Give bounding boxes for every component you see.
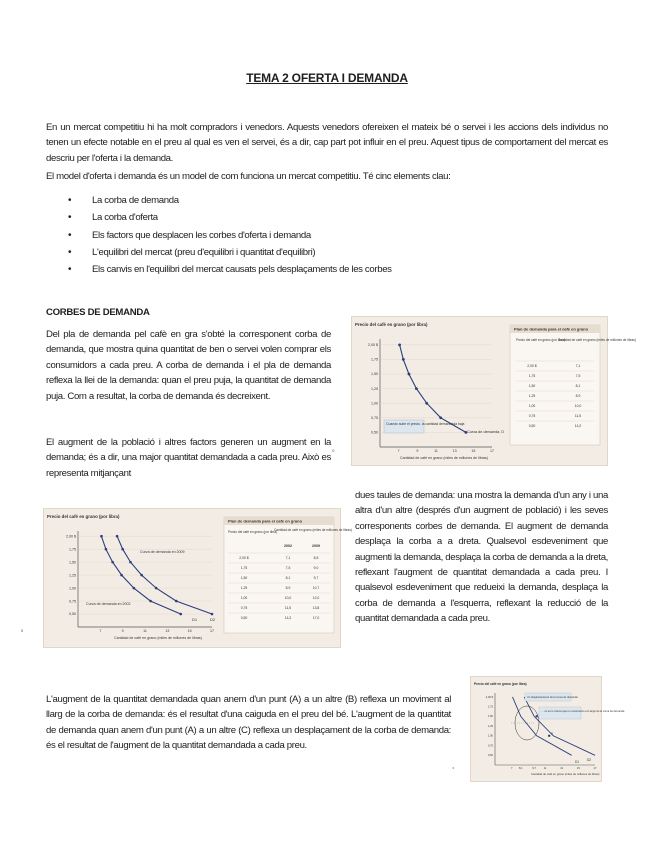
x-tick-label: 9 bbox=[121, 629, 124, 634]
x-tick-label: 17 bbox=[593, 767, 597, 771]
y-tick-label: 0,50 bbox=[371, 430, 378, 435]
figure-demand-schedule bbox=[332, 316, 636, 466]
table-title: Plan de demanda para el café en grano bbox=[228, 518, 303, 524]
curve-d1-label: D1 bbox=[192, 617, 198, 622]
page-title: TEMA 2 OFERTA I DEMANDA bbox=[246, 71, 408, 85]
table-cell: 8,9 bbox=[285, 586, 291, 590]
data-point bbox=[140, 574, 143, 577]
y-tick-label: 0,75 bbox=[371, 416, 378, 421]
data-point bbox=[149, 600, 152, 603]
table-cell: 2,00 $ bbox=[239, 556, 249, 560]
table-cell: 1,00 bbox=[240, 596, 248, 600]
y-tick-label: 1,50 bbox=[487, 715, 493, 719]
table-cell: 0,50 bbox=[240, 616, 248, 620]
demand-paragraph-4: L'augment de la quantitat demandada quan anem d'un punt (A) a un altre (B) reflexa un moviment al llarg de la corba de demanda: és el resultat d'una caiguda en el preu del bé. L'augment de la quantitat de demanda quan anem d'un punt (A) a un altre (C) reflexa un desplaçament de la corba de demanda: és el resultat de l'augment de la quantitat demandada a cada preu. bbox=[46, 694, 451, 752]
demand-paragraph-2: El augment de la població i altres factors generen un augment en la demanda; és a dir, una major quantitat demandada a cada preu. Això es representa mitjançant bbox=[46, 437, 331, 479]
curve-label: Curva de demanda, D bbox=[467, 430, 505, 434]
data-point bbox=[439, 416, 442, 419]
table-cell: 7,5 bbox=[575, 374, 581, 378]
x-tick-label: 11 bbox=[143, 629, 147, 634]
table-cell: 1,50 bbox=[528, 384, 536, 388]
table-cell: 8,5 bbox=[313, 556, 319, 560]
table-cell: 7,5 bbox=[285, 566, 291, 570]
table-header: 2009 bbox=[312, 544, 320, 548]
x-tick-label: 15 bbox=[471, 449, 476, 454]
data-point bbox=[133, 587, 136, 590]
y-tick-label: 2,00 $ bbox=[485, 695, 493, 699]
y-tick-label: 1,25 bbox=[69, 573, 76, 578]
demand-chart-1 bbox=[332, 317, 636, 465]
curve-d1-label: D1 bbox=[575, 760, 580, 764]
table-subheader: Cantidad de café en grano (miles de millones de libras) bbox=[274, 528, 352, 532]
x-tick-label: 13 bbox=[452, 449, 457, 454]
chart-xlabel: Cantidad de café en grano (miles de millones de libras) bbox=[400, 456, 488, 460]
table-cell: 1,50 bbox=[240, 576, 248, 580]
data-point bbox=[111, 561, 114, 564]
y-tick-label: 1,75 bbox=[371, 357, 378, 362]
table-header: Cantidad de café en grano (miles de millones de libras) bbox=[558, 338, 636, 342]
y-tick-label: 1,00 bbox=[371, 401, 378, 406]
table-cell: 2,00 $ bbox=[527, 364, 537, 368]
table-cell: 11,5 bbox=[574, 414, 582, 418]
data-point bbox=[211, 613, 214, 616]
y-tick-label: 0,50 bbox=[69, 612, 76, 617]
y-tick-label: 1,75 bbox=[487, 705, 493, 709]
data-point bbox=[120, 574, 123, 577]
data-point bbox=[425, 402, 428, 405]
data-point bbox=[105, 548, 108, 551]
demand-chart-2 bbox=[21, 509, 352, 647]
data-point bbox=[175, 600, 178, 603]
note-movement: … no es lo mismo que un movimiento a lo largo de la curva de demanda bbox=[541, 710, 625, 713]
y-tick-label: 1,25 bbox=[487, 724, 493, 728]
table-cell: 7,1 bbox=[285, 556, 291, 560]
section-title: CORBES DE DEMANDA bbox=[46, 307, 150, 318]
table-cell: 1,00 bbox=[528, 404, 536, 408]
table-cell: 1,75 bbox=[528, 374, 536, 378]
x-tick-label: 15 bbox=[576, 767, 580, 771]
x-tick-label: 17 bbox=[490, 449, 494, 454]
note-shift: Un desplazamiento de la curva de demanda bbox=[527, 696, 578, 699]
table-cell: 0,50 bbox=[528, 424, 536, 428]
table-cell: 10,7 bbox=[312, 586, 320, 590]
y-tick-label: 1,00 bbox=[69, 586, 76, 591]
chart-xlabel: Cantidad de café en grano (miles de millones de libras) bbox=[114, 636, 202, 640]
svg-text:Precio del café en grano (por bbox=[355, 322, 428, 327]
point-label: B bbox=[550, 731, 553, 736]
intro-paragraph-1: En un mercat competitiu hi ha molt compradors i venedors. Aquests venedors ofereixen el mateix bé o servei i les accions dels individus no tenen un efecte notable en el preu al qual es ven el servei, és a dir, cap part pot influir en el preu. Aquest tipus de comportament del mercat es descriu per l'oferta i la demanda. bbox=[46, 122, 608, 164]
data-point bbox=[155, 587, 158, 590]
chart-ylabel: Precio del café en grano (por libra) bbox=[355, 322, 428, 327]
x-tick-label: 15 bbox=[187, 629, 192, 634]
table-cell: 11,5 bbox=[284, 606, 292, 610]
table-header: Precio del café en grano (por libra) bbox=[228, 530, 278, 534]
table-cell: 14,2 bbox=[574, 424, 582, 428]
x-tick-label: 13 bbox=[560, 767, 564, 771]
y-tick-label: 2,00 $ bbox=[66, 534, 76, 539]
y-tick-label: 0,50 bbox=[487, 754, 493, 758]
x-tick-label: 7 bbox=[397, 449, 400, 454]
x-tick-label: 13 bbox=[165, 629, 170, 634]
chart-ylabel: Precio del café en grano (por libra) bbox=[47, 514, 120, 519]
table-cell: 10,0 bbox=[574, 404, 582, 408]
figure-shift-vs-movement bbox=[452, 676, 625, 782]
table-cell: 1,25 bbox=[528, 394, 536, 398]
table-header: Precio del café en grano (por libra) bbox=[516, 338, 566, 342]
table-cell: 14,2 bbox=[284, 616, 292, 620]
data-point bbox=[100, 535, 103, 538]
data-point bbox=[179, 613, 182, 616]
table-cell: 1,25 bbox=[240, 586, 248, 590]
chart-xlabel: Cantidad de café en grano (miles de millones de libras) bbox=[531, 772, 600, 776]
list-item: • L'equilibri del mercat (preu d'equilibri i quantitat d'equilibri) bbox=[68, 244, 392, 261]
key-elements-list bbox=[68, 192, 392, 278]
demand-paragraph-3: dues taules de demanda: una mostra la demanda d'un any i una altra d'un altre (després d'un augment de població) i les seves corresponents corbes de demanda. El augment de demanda desplaça la corba a a dreta. Qualsevol esdeveniment que augmenti la demanda, desplaça la corba de demanda a la dreta, reflexant l'augment de quantitat demandada a cada preu. I qualsevol esdeveniment que redueixi la demanda, desplaça la corba de demanda a l'esquerra, reflexant la reducció de la quantitat demandada a cada preu. bbox=[355, 490, 608, 625]
intro-paragraph-2: El model d'oferta i demanda és un model de com funciona un mercat competitiu. Té cinc elements clau: bbox=[46, 171, 451, 182]
list-item: • Els factors que desplacen les corbes d'oferta i demanda bbox=[68, 227, 392, 244]
curve-d2-label: D2 bbox=[587, 758, 592, 762]
y-tick-label: 1,50 bbox=[69, 560, 76, 565]
x-tick-label: 0 bbox=[332, 449, 335, 454]
y-tick-label: 0,75 bbox=[69, 599, 76, 604]
data-point bbox=[398, 343, 401, 346]
x-tick-label: 0 bbox=[21, 629, 24, 634]
y-tick-label: 2,00 $ bbox=[368, 343, 378, 348]
table-cell: 17,0 bbox=[312, 616, 320, 620]
data-point bbox=[402, 358, 405, 361]
table-cell: 10,0 bbox=[284, 596, 292, 600]
x-tick-label: 8,1 bbox=[519, 767, 523, 771]
y-tick-label: 1,00 bbox=[487, 734, 493, 738]
table-cell: 0,75 bbox=[528, 414, 536, 418]
data-point bbox=[408, 373, 411, 376]
table-cell: 12,0 bbox=[312, 596, 320, 600]
table-cell: 0,75 bbox=[240, 606, 248, 610]
x-tick-label: 9 bbox=[416, 449, 419, 454]
table-cell: 9,7 bbox=[313, 576, 319, 580]
data-point bbox=[129, 561, 132, 564]
table-header: 2002 bbox=[284, 544, 292, 548]
table-cell: 13,8 bbox=[312, 606, 320, 610]
y-tick-label: 0,75 bbox=[487, 744, 493, 748]
table-cell: 9,0 bbox=[313, 566, 319, 570]
label-2009: Curva de demanda en 2009 bbox=[140, 550, 185, 554]
x-tick-label: 9,7 bbox=[532, 767, 536, 771]
y-tick-label: 1,50 bbox=[371, 372, 378, 377]
x-tick-label: 17 bbox=[210, 629, 214, 634]
table-cell: 8,1 bbox=[575, 384, 581, 388]
demand-paragraph-1: Del pla de demanda pel cafè en gra s'obté la corresponent corba de demanda, que mostra quina quantitat de ben o servei volen comprar els consumidors a cada preu. A corba de demanda i el pla de demanda reflexa la llei de la demanda: quan el preu puja, la quantitat de demanda puja. Com a resultat, la corba de demanda és decreixent. bbox=[46, 329, 331, 402]
y-tick-label: 1,25 bbox=[371, 386, 378, 391]
data-point bbox=[121, 548, 124, 551]
list-item: • La corba d'oferta bbox=[68, 209, 392, 226]
data-point bbox=[415, 387, 418, 390]
x-tick-label: 7 bbox=[99, 629, 102, 634]
label-2002: Curva de demanda en 2002 bbox=[86, 602, 131, 606]
table-cell: 1,75 bbox=[240, 566, 248, 570]
x-tick-label: 11 bbox=[543, 767, 547, 771]
x-tick-label: 11 bbox=[434, 449, 438, 454]
figure-demand-shift bbox=[21, 508, 352, 648]
y-tick-label: 1,75 bbox=[69, 547, 76, 552]
table-cell: 8,9 bbox=[575, 394, 581, 398]
data-point bbox=[116, 535, 119, 538]
curve-d2-label: D2 bbox=[210, 617, 216, 622]
demand-chart-3 bbox=[452, 677, 625, 781]
x-tick-label: 0 bbox=[452, 767, 455, 771]
chart-ylabel: Precio del café en grano (por libra) bbox=[474, 682, 527, 686]
curve-annotation: Cuando sube el precio, la cantidad demandada baja bbox=[386, 422, 465, 426]
table-title: Plan de demanda para el café en grano bbox=[514, 326, 589, 332]
table-cell: 7,1 bbox=[575, 364, 581, 368]
x-tick-label: 7 bbox=[510, 767, 513, 771]
table-cell: 8,1 bbox=[285, 576, 291, 580]
list-item: • Els canvis en l'equilibri del mercat causats pels desplaçaments de les corbes bbox=[68, 261, 392, 278]
list-item: • La corba de demanda bbox=[68, 192, 392, 209]
